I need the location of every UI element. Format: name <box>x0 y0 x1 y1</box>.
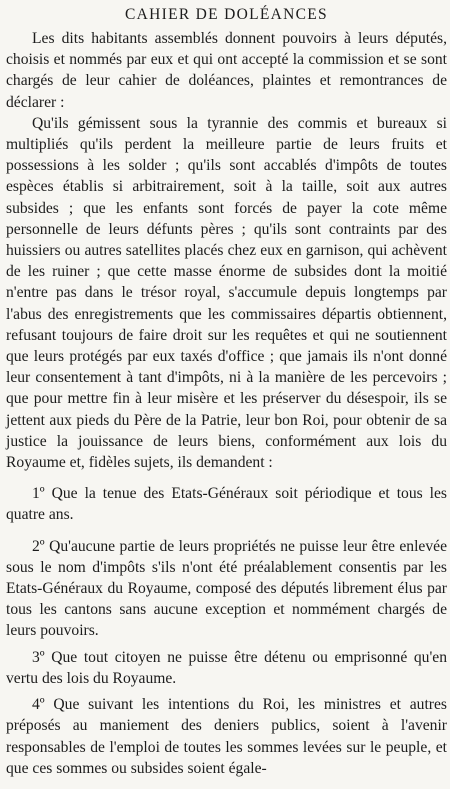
paragraph-intro: Les dits habitants assemblés donnent pouvoirs à leurs députés, choisis et nommés par eux et qui ont accepté la commission et se sont chargés de leur cahier de doléances, plaintes et remontrances de déclarer : <box>6 30 447 111</box>
document-title: CAHIER DE DOLÉANCES <box>125 6 328 23</box>
demand-3: 3º Que tout citoyen ne puisse être détenu ou emprisonné qu'en vertu des lois du Royaume. <box>6 648 447 687</box>
paragraph-grievances: Qu'ils gémissent sous la tyrannie des commis et bureaux si multipliés qu'ils perdent la meilleure partie de leurs fruits et possessions à les solder ; qu'ils sont accablés d'impôts de toutes espèces établis si arbitrairement, soit à la taille, soit aux autres subsides ; que les enfants sont forcés de payer la cote même personnelle de leurs défunts pères ; qu'ils sont contraints par des huissiers ou autres satellites placés chez eux en garnison, qui achèvent de les ruiner ; que cette masse énorme de subsides dont la moitié n'entre pas dans le trésor royal, s'accumule depuis longtemps par l'abus des enregistrements que les commissaires départis obtiennent, refusant toujours de faire droit sur les requêtes et qui ne soutiennent que leurs protégés par eux taxés d'office ; que jamais ils n'ont donné leur consentement à tant d'impôts, ni à la manière de les percevoirs ; que pour mettre fin à leur misère et les préserver du désespoir, ils se jettent aux pieds du Père de la Patrie, leur bon Roi, pour obtenir de sa justice la jouissance de leurs biens, conformément aux lois du Royaume et, fidèles sujets, ils demandent : <box>6 114 447 472</box>
demand-2: 2º Qu'aucune partie de leurs propriétés ne puisse leur être enlevée sous le nom d'impôts s'ils n'ont été préalablement consentis par les Etats-Généraux du Royaume, composé des députés librement élus par tous les cantons sans aucune exception et nommément chargés de leurs pouvoirs. <box>6 537 447 640</box>
demand-4: 4º Que suivant les intentions du Roi, les ministres et autres préposés au maniement des deniers publics, soient à l'avenir responsables de l'emploi de toutes les sommes levées sur le peuple, et que ces sommes ou subsides soient égale- <box>6 696 447 777</box>
demand-1: 1º Que la tenue des Etats-Généraux soit périodique et tous les quatre ans. <box>6 485 447 524</box>
